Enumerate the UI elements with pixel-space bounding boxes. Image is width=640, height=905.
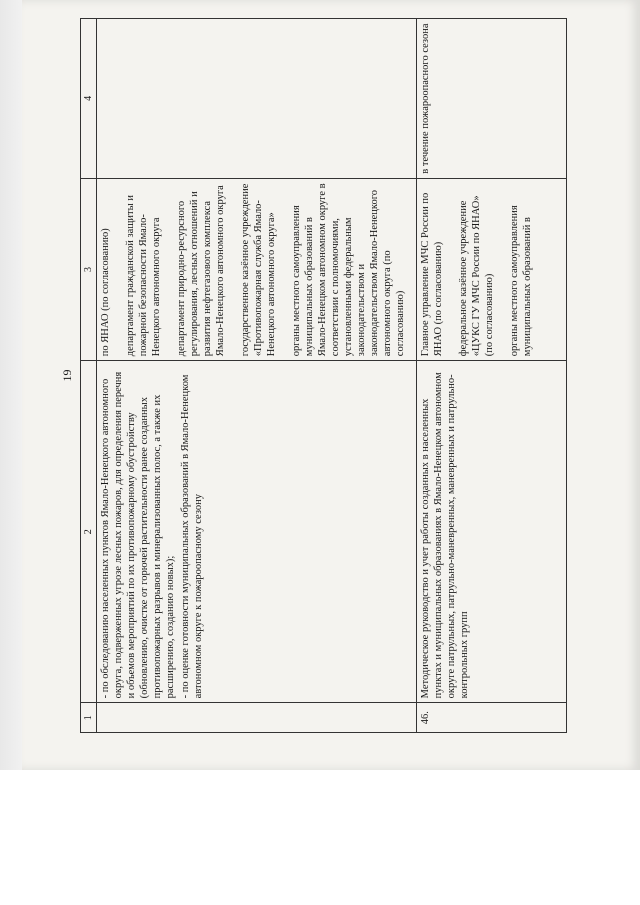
measure-text: - по оценке готовности муниципальных образований в Ямало-Ненецком автономном округе к пожароопасному сезону [180,374,204,699]
page-number: 19 [60,369,74,382]
rotated-content [60,18,640,725]
responsible-text: федеральное казённое учреждение «ЦУКС ГУ МЧС России по ЯНАО» (по согласованию) [458,195,495,357]
measures-table [80,18,567,733]
table-header-row [81,19,97,733]
responsible-text: департамент гражданской защиты и пожарной безопасности Ямало-Ненецкого автономного округа [125,195,162,357]
term-cell [97,19,417,179]
header-col-3: 3 [81,178,97,360]
measure-text: Методическое руководство и учет работы созданных в населенных пунктах и муниципальных образованиях в Ямало-Ненецком автономном округе патрульных, патрульно-маневренных, маневренных и патрульно-контрольных групп [420,372,470,699]
scan-shadow [0,0,22,770]
table-row [417,19,567,733]
term-cell: в течение пожароопасного сезона [417,19,567,179]
responsible-cell [97,178,417,360]
measure-text: - по обследованию населенных пунктов Ямало-Ненецкого автономного округа, подверженных угрозе лесных пожаров, для определения перечня и объемов мероприятий по их противопожарному обустройству (обновлению, очистке от горючей растительности ранее созданных противопожарных разрывов и минерализованных полос, а также их расширению, созданию новых); [100,371,176,699]
measure-cell [417,361,567,703]
responsible-text: Главное управление МЧС России по ЯНАО (по согласованию) [420,192,444,357]
responsible-text: по ЯНАО (по согласованию) [100,228,111,357]
responsible-text: департамент природно-ресурсного регулирования, лесных отношений и развития нефтегазового комплекса Ямало-Ненецкого автономного округа [176,185,226,357]
responsible-text: органы местного самоуправления муниципальных образований в Ямало-Ненецком автономном округе в соответствии с полномочиями, установленными федеральным законодательством и законодательством Ямало-Ненецкого автономного округа (по согласованию) [291,183,406,357]
measure-cell [97,361,417,703]
responsible-cell [417,178,567,360]
row-number: 46. [417,703,567,733]
rotated-inner [60,18,590,733]
row-number [97,703,417,733]
scan-margin [0,770,640,905]
responsible-text: государственное казённое учреждение «Противопожарная служба Ямало-Ненецкого автономного округа» [240,183,277,357]
responsible-text: органы местного самоуправления муниципальных образований в [509,205,533,357]
header-col-2: 2 [81,361,97,703]
header-col-1: 1 [81,703,97,733]
header-col-4: 4 [81,19,97,179]
table-row [97,19,417,733]
